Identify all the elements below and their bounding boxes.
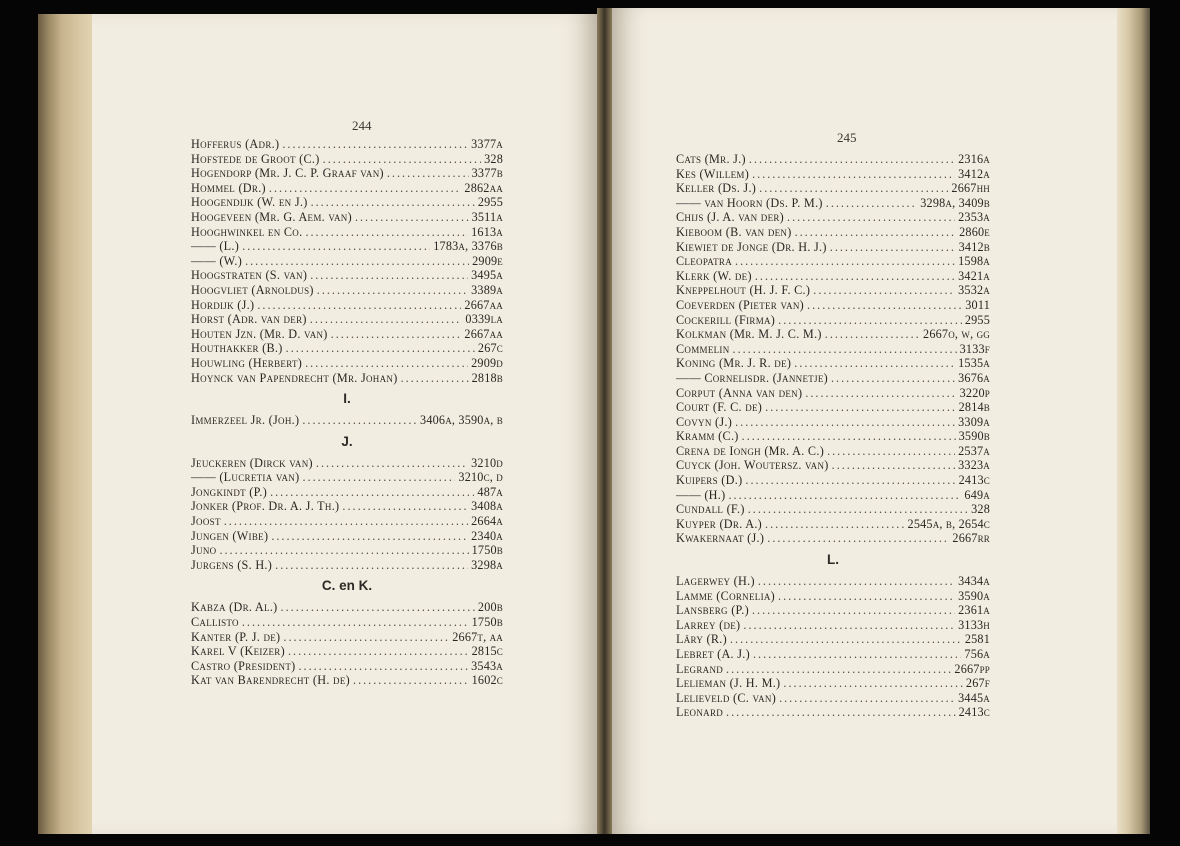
entry-name: Hoogendijk (W. en J.) [191,195,308,210]
entry-name: Legrand [676,661,724,676]
index-entry [676,517,990,532]
left-page [92,14,597,834]
entry-name: Houten Jzn. (Mr. D. van) [191,326,328,341]
entry-reference: 3412a [958,166,990,181]
index-entry [191,600,503,615]
leader-dots [298,659,468,674]
index-entry [676,502,990,517]
entry-reference: 2361a [958,603,990,618]
entry-name: Juno [191,543,217,558]
index-entry [191,137,503,152]
right-page [612,8,1117,834]
entry-name: Chijs (J. A. van der) [676,210,785,225]
entry-reference: 3377b [471,166,503,181]
entry-name: Koning (Mr. J. R. de) [676,356,792,371]
entry-reference: 2667hh [951,181,990,196]
leader-dots [794,356,955,371]
index-entry [676,676,990,691]
entry-name: Jurgens (S. H.) [191,557,273,572]
entry-reference: 2815c [471,644,503,659]
leader-dots [758,574,955,589]
entry-reference: 3676a [958,370,990,385]
index-entry [676,458,990,473]
entry-reference: 3309a [958,414,990,429]
leader-dots [305,225,468,240]
entry-reference: 3133f [959,341,990,356]
leader-dots [795,225,957,240]
index-entry [676,210,990,225]
index-entry [676,269,990,284]
leader-dots [283,630,449,645]
leader-dots [830,240,956,255]
entry-name: Commelin [676,341,730,356]
leader-dots [401,371,469,386]
index-entry [191,371,503,386]
entry-reference: 1750b [471,615,503,630]
entry-reference: 3298a, 3409b [920,195,990,210]
entry-name: Castro (President) [191,658,296,673]
entry-reference: 2862aa [464,180,503,195]
entry-reference: 2667pp [954,661,990,676]
page-number: 244 [352,118,372,133]
leader-dots [288,644,469,659]
leader-dots [735,254,955,269]
entry-reference: 2909e [472,253,503,268]
entry-reference: 3210c, d [458,470,503,485]
entry-name: Kieboom (B. van den) [676,224,792,239]
entry-reference: 3408a [471,499,503,514]
leader-dots [726,705,956,720]
entry-reference: 328 [971,502,990,517]
index-entry [191,659,503,674]
entry-name: Klerk (W. de) [676,268,752,283]
leader-dots [282,137,468,152]
entry-reference: 3511a [471,209,503,224]
index-entry [191,499,503,514]
index-entry [676,589,990,604]
index-entry [676,662,990,677]
leader-dots [281,600,475,615]
entry-name: Hoogvliet (Arnoldus) [191,282,314,297]
entry-name: Leonard [676,705,724,720]
leader-dots [745,473,955,488]
leader-dots [813,283,955,298]
entry-reference: 1602c [471,673,503,688]
index-entry [191,327,503,342]
entry-reference: 2353a [958,210,990,225]
index-entry [676,531,990,546]
leader-dots [302,413,417,428]
leader-dots [353,673,469,688]
entry-name: Horst (Adr. van der) [191,312,307,327]
entry-reference: 2316a [958,152,990,166]
entry-name: Hoogstraten (S. van) [191,268,308,283]
leader-dots [342,499,468,514]
index-entry [191,166,503,181]
entry-reference: 3543a [471,658,503,673]
entry-name: —— van Hoorn (Ds. P. M.) [676,195,823,210]
index-entry [191,485,503,500]
leader-dots [323,152,481,167]
entry-reference: 3590b [958,429,990,444]
entry-reference: 3495a [471,268,503,283]
entry-name: Jongkindt (P.) [191,484,268,499]
index-entry [676,618,990,633]
index-entry [676,240,990,255]
entry-reference: 3220p [959,385,990,400]
entry-reference: 1598a [958,254,990,269]
entry-name: Kat van Barendrecht (H. de) [191,673,351,688]
entry-reference: 2537a [958,443,990,458]
leader-dots [752,167,955,182]
index-entry [676,429,990,444]
entry-name: Larrey (de) [676,617,741,632]
index-entries [191,137,503,688]
entry-name: Kolkman (Mr. M. J. C. M.) [676,327,822,342]
index-entry [676,632,990,647]
leader-dots [778,313,962,328]
index-entry [676,647,990,662]
entry-name: Houwling (Herbert) [191,355,303,370]
entry-name: Kes (Willem) [676,166,750,181]
entry-name: Kramm (C.) [676,429,739,444]
leader-dots [219,543,468,558]
book-gutter [597,8,612,834]
entry-reference: 2667aa [464,297,503,312]
index-entry [676,167,990,182]
entry-name: —— (H.) [676,487,726,502]
entry-name: Hofstede de Groot (C.) [191,151,320,166]
entry-reference: 3421a [958,268,990,283]
leader-dots [729,488,962,503]
index-entry [676,386,990,401]
entry-name: Kneppelhout (H. J. F. C.) [676,283,811,298]
entry-name: Lagerwey (H.) [676,574,755,589]
entry-reference: 649a [964,487,990,502]
index-entry [676,415,990,430]
entry-name: Kanter (P. J. de) [191,629,281,644]
leader-dots [302,470,455,485]
entry-name: Cuyck (Joh. Woutersz. van) [676,458,829,473]
entry-name: Lelieman (J. H. M.) [676,676,781,691]
index-entry [676,196,990,211]
leader-dots [765,400,955,415]
entry-reference: 328 [484,151,503,166]
entry-name: Lebret (A. J.) [676,647,750,661]
entry-reference: 2667t, aa [452,629,503,644]
leader-dots [245,254,469,269]
entry-reference: 2814b [958,400,990,415]
leader-dots [311,195,475,210]
entry-name: Läry (R.) [676,632,727,647]
index-entry [191,514,503,529]
leader-dots [269,181,462,196]
entry-name: —— (W.) [191,253,243,268]
entry-reference: 3406a, 3590a, b [420,413,503,428]
entry-reference: 1613a [471,224,503,239]
leader-dots [242,615,469,630]
leader-dots [767,531,949,546]
entry-reference: 267f [965,676,990,691]
index-entry [676,488,990,503]
index-entry [191,181,503,196]
entry-reference: 3210d [471,455,503,470]
entry-reference: 2955 [477,195,503,210]
index-entry [676,313,990,328]
entry-name: Kuipers (D.) [676,473,743,488]
index-entry [191,529,503,544]
leader-dots [749,152,955,167]
entry-reference: 2413c [958,473,990,488]
leader-dots [778,589,955,604]
leader-dots [742,429,956,444]
index-entry [191,283,503,298]
index-entry [676,342,990,357]
index-entry [191,195,503,210]
leader-dots [242,239,430,254]
entry-reference: 0339la [465,312,503,327]
entry-name: —— Cornelisdr. (Jannetje) [676,370,828,385]
entry-reference: 2818b [471,370,503,385]
entry-reference: 3445a [958,690,990,705]
entry-name: Kwakernaat (J.) [676,531,765,546]
index-entry [676,705,990,720]
entry-reference: 2340a [471,528,503,543]
entry-name: Cleopatra [676,254,733,269]
index-entry [676,254,990,269]
index-entry [191,615,503,630]
leader-dots [832,458,955,473]
entry-reference: 3298a [471,557,503,572]
index-entry [191,298,503,313]
section-letter: J. [341,433,353,449]
page-edges-right [1114,8,1150,834]
index-entry [676,356,990,371]
index-entry [676,152,990,167]
entry-reference: 3377a [471,137,503,151]
index-entry [676,225,990,240]
entry-name: Kuyper (Dr. A.) [676,516,763,531]
index-entry [191,210,503,225]
entry-reference: 2667o, w, gg [923,327,990,342]
leader-dots [317,283,468,298]
leader-dots [765,517,905,532]
leader-dots [316,456,468,471]
leader-dots [752,603,955,618]
leader-dots [826,196,917,211]
leader-dots [743,618,955,633]
leader-dots [224,514,468,529]
leader-dots [310,312,463,327]
index-entry [676,691,990,706]
entry-name: Jeuckeren (Dirck van) [191,455,313,470]
entry-name: Lansberg (P.) [676,603,749,618]
leader-dots [735,415,955,430]
index-entry [676,400,990,415]
entry-reference: 3011 [965,297,990,312]
leader-dots [805,386,956,401]
entry-name: Corput (Anna van den) [676,385,803,400]
entry-reference: 2664a [471,514,503,529]
entry-name: —— (L.) [191,239,240,254]
entry-name: Cats (Mr. J.) [676,152,746,166]
leader-dots [275,558,468,573]
page-number: 245 [837,130,857,145]
index-entry [676,371,990,386]
index-entry [676,327,990,342]
index-entry [191,312,503,327]
entry-name: Hofferus (Adr.) [191,137,280,151]
index-entry [676,574,990,589]
entry-name: Jungen (Wibe) [191,528,269,543]
entry-reference: 2667rr [952,531,990,546]
entry-name: Houthakker (B.) [191,341,283,356]
index-entry [191,239,503,254]
entry-name: Hooghwinkel en Co. [191,224,303,239]
index-entry [191,152,503,167]
leader-dots [730,632,962,647]
index-entry [191,225,503,240]
leader-dots [271,529,468,544]
entry-reference: 2545a, b, 2654c [907,516,990,531]
index-entry [191,341,503,356]
entry-reference: 3434a [958,574,990,589]
entry-name: Hordijk (J.) [191,297,255,312]
index-entry [676,298,990,313]
leader-dots [827,444,955,459]
entry-reference: 267c [477,341,503,356]
leader-dots [387,166,469,181]
entry-name: Jonker (Prof. Dr. A. J. Th.) [191,499,340,514]
leader-dots [331,327,462,342]
index-entry [191,558,503,573]
entry-reference: 2667aa [464,326,503,341]
entry-reference: 3389a [471,282,503,297]
leader-dots [783,676,962,691]
section-letter: I. [343,391,351,407]
entry-reference: 2955 [964,312,990,327]
entry-name: —— (Lucretia van) [191,470,300,485]
index-entry [676,603,990,618]
entry-reference: 2909d [471,355,503,370]
entry-reference: 200b [477,600,503,615]
entry-reference: 1535a [958,356,990,371]
leader-dots [831,371,955,386]
index-entries [676,152,990,720]
index-entry [191,543,503,558]
leader-dots [305,356,468,371]
index-entry [191,456,503,471]
entry-reference: 2413c [958,705,990,720]
entry-name: Cundall (F.) [676,502,745,517]
entry-name: Hommel (Dr.) [191,180,266,195]
index-entry [191,356,503,371]
entry-name: Crena de Iongh (Mr. A. C.) [676,443,825,458]
entry-name: Kiewiet de Jonge (Dr. H. J.) [676,239,827,254]
entry-name: Hoogeveen (Mr. G. Aem. van) [191,209,352,224]
entry-reference: 3590a [958,588,990,603]
entry-reference: 756a [964,647,990,661]
entry-reference: 3532a [958,283,990,298]
leader-dots [733,342,957,357]
entry-reference: 2860e [959,224,990,239]
entry-name: Karel V (Keizer) [191,644,285,659]
entry-name: Court (F. C. de) [676,400,763,415]
entry-name: Lelieveld (C. van) [676,690,777,705]
index-entry [191,413,503,428]
section-letter: L. [827,552,839,568]
index-entry [676,444,990,459]
leader-dots [310,268,468,283]
index-entry [191,644,503,659]
entry-reference: 3323a [958,458,990,473]
entry-name: Coeverden (Pieter van) [676,297,805,312]
leader-dots [753,647,961,662]
index-entry [191,268,503,283]
entry-name: Kabza (Dr. Al.) [191,600,278,615]
index-entry [191,254,503,269]
index-entry [191,673,503,688]
entry-reference: 3412b [958,239,990,254]
section-letter: C. en K. [321,578,373,594]
entry-name: Callisto [191,615,239,630]
entry-name: Lamme (Cornelia) [676,588,776,603]
index-entry [191,630,503,645]
entry-name: Covyn (J.) [676,414,733,429]
entry-name: Hogendorp (Mr. J. C. P. Graaf van) [191,166,384,181]
entry-reference: 1750b [471,543,503,558]
entry-name: Cockerill (Firma) [676,312,776,327]
leader-dots [270,485,474,500]
leader-dots [787,210,955,225]
entry-name: Hoynck van Papendrecht (Mr. Johan) [191,370,398,385]
index-entry [676,473,990,488]
leader-dots [759,181,948,196]
leader-dots [257,298,461,313]
leader-dots [355,210,469,225]
leader-dots [825,327,920,342]
leader-dots [779,691,955,706]
leader-dots [807,298,962,313]
leader-dots [726,662,951,677]
entry-name: Immerzeel Jr. (Joh.) [191,413,300,428]
entry-name: Joost [191,514,221,529]
index-entry [676,181,990,196]
entry-name: Keller (Ds. J.) [676,181,757,196]
leader-dots [748,502,968,517]
page-edges-left [38,14,98,834]
index-entry [676,283,990,298]
entry-reference: 1783a, 3376b [433,239,503,254]
entry-reference: 3133h [958,617,990,632]
index-entry [191,470,503,485]
entry-reference: 487a [477,484,503,499]
leader-dots [755,269,955,284]
entry-reference: 2581 [964,632,990,647]
leader-dots [286,341,475,356]
